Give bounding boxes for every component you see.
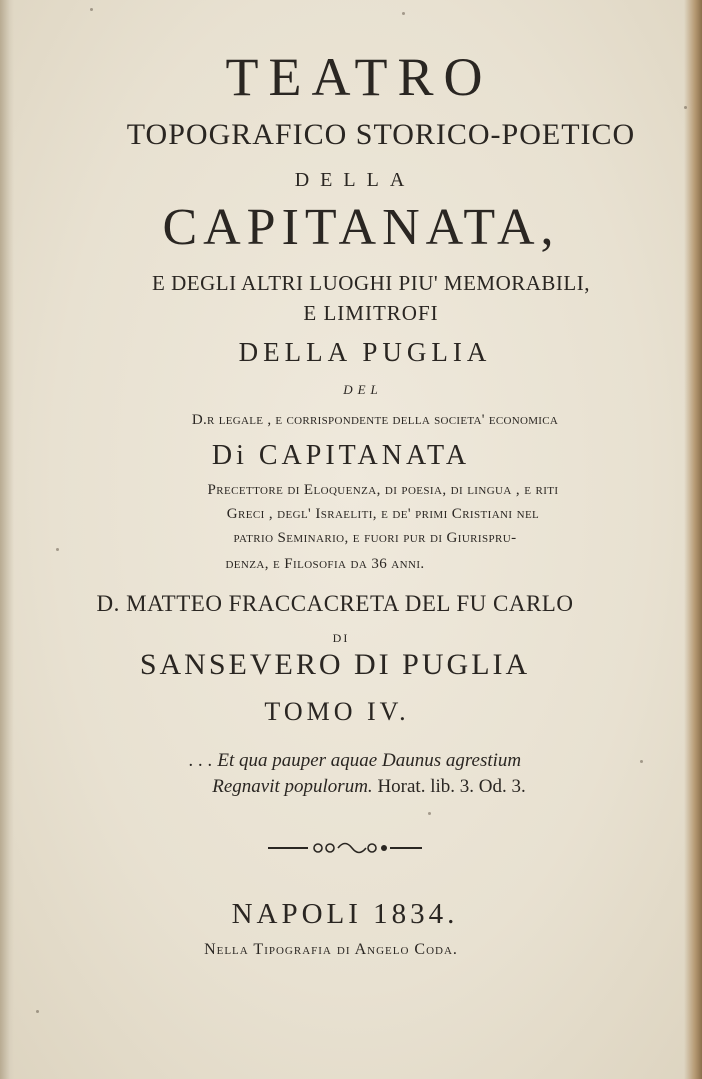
paper-speck <box>402 12 405 15</box>
subtitle-topografico: TOPOGRAFICO STORICO-POETICO <box>126 118 636 151</box>
paper-speck <box>56 548 59 551</box>
line-della: DELLA <box>294 169 416 191</box>
author-origin: SANSEVERO DI PUGLIA <box>139 648 531 681</box>
precettore-line: Greci , degl' Israeliti, e de' primi Cristiani nel <box>226 506 540 522</box>
author-credentials: D.r legale , e corrispondente della societa' economica <box>191 412 559 428</box>
epigraph-italic: Regnavit populorum. <box>212 776 373 797</box>
volume-number: TOMO IV. <box>264 697 410 726</box>
paper-speck <box>90 8 93 11</box>
precettore-line: patrio Seminario, e fuori pur di Giurispru- <box>233 530 517 546</box>
line-e-limitrofi: E LIMITROFI <box>303 301 439 325</box>
paper-speck <box>36 1010 39 1013</box>
line-di-capitanata: Di CAPITANATA <box>211 440 471 471</box>
epigraph-line-1: . . . Et qua pauper aquae Daunus agrestium <box>188 750 522 771</box>
paper-speck <box>640 760 643 763</box>
author-name: D. MATTEO FRACCACRETA DEL FU CARLO <box>96 591 574 616</box>
epigraph-citation: Horat. lib. 3. Od. 3. <box>372 776 526 797</box>
epigraph-line-2 <box>18 776 702 798</box>
imprint-printer: Nella Tipografia di Angelo Coda. <box>204 941 458 958</box>
paper-speck <box>428 812 431 815</box>
line-e-degli-altri: E DEGLI ALTRI LUOGHI PIU' MEMORABILI, <box>152 271 590 295</box>
line-del: DEL <box>343 382 383 397</box>
precettore-line: denza, e Filosofia da 36 anni. <box>225 556 425 572</box>
printer-ornament-icon <box>268 838 422 858</box>
title-teatro: TEATRO <box>225 47 493 107</box>
line-della-puglia: DELLA PUGLIA <box>238 337 492 367</box>
imprint-place-date: NAPOLI 1834. <box>231 898 459 930</box>
line-di: DI <box>332 631 350 645</box>
paper-speck <box>684 106 687 109</box>
precettore-line: Precettore di Eloquenza, di poesia, di lingua , e riti <box>207 482 559 498</box>
title-capitanata: CAPITANATA, <box>162 199 560 256</box>
